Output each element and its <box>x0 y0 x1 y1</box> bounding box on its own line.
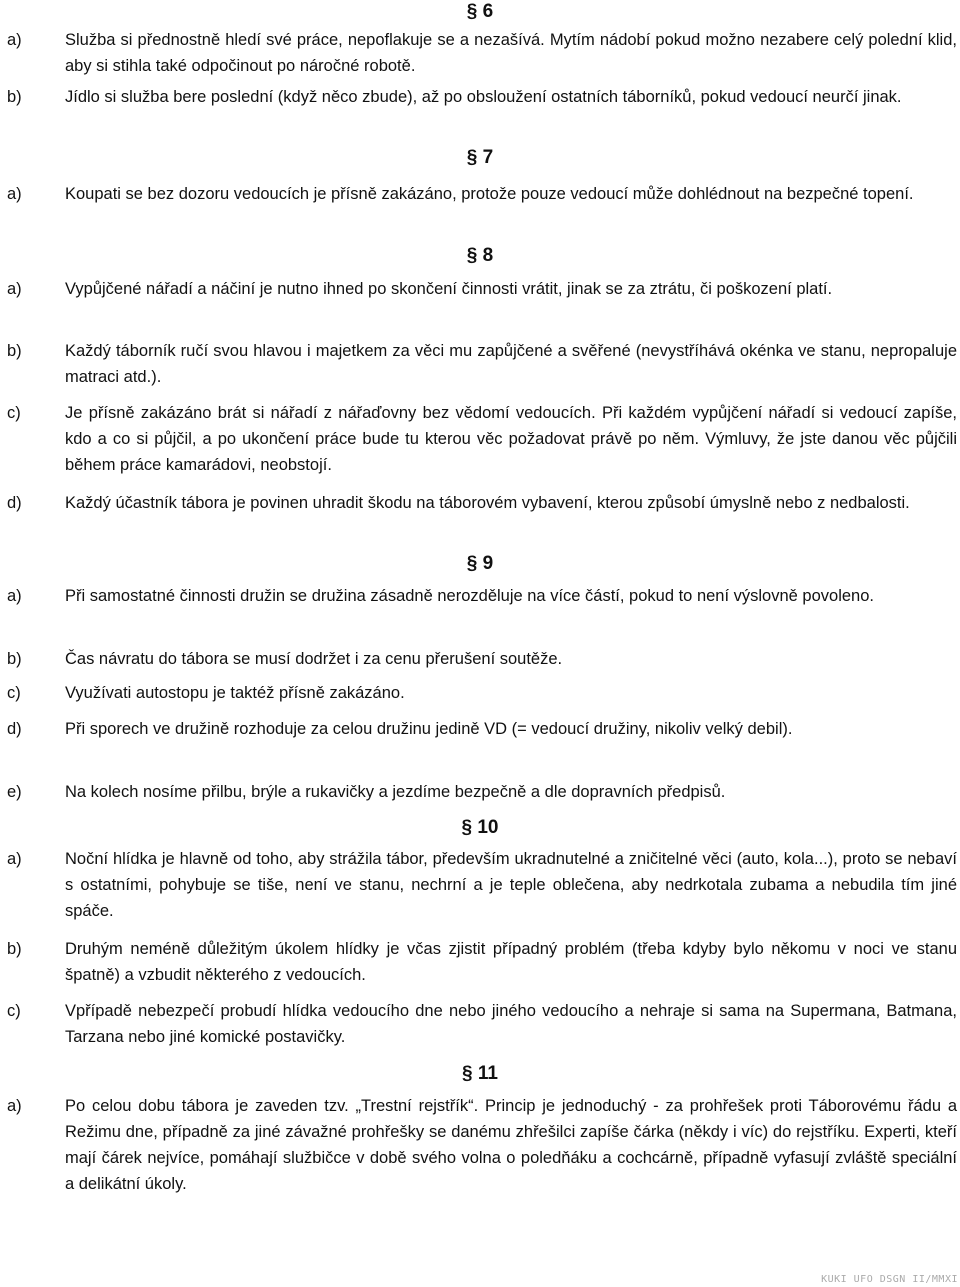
section-heading: § 11 <box>462 1063 498 1084</box>
item-label: a) <box>7 280 22 298</box>
list-item <box>0 716 960 742</box>
list-item <box>0 84 960 110</box>
item-label: b) <box>7 940 22 958</box>
footer-credit: KUKI UFO DSGN II/MMXI <box>821 1274 958 1285</box>
item-text: Využívati autostopu je taktéž přísně zakázáno. <box>65 684 405 702</box>
list-item <box>0 998 960 1050</box>
list-item <box>0 583 960 609</box>
item-label: d) <box>7 494 22 512</box>
item-text: Jídlo si služba bere poslední (když něco zbude), až po obsloužení ostatních táborníků, pokud vedoucí neurčí jinak. <box>65 88 902 106</box>
list-item <box>0 27 960 79</box>
item-label: b) <box>7 650 22 668</box>
list-item <box>0 846 960 924</box>
list-item <box>0 490 960 516</box>
section-heading: § 8 <box>466 245 494 266</box>
item-label: b) <box>7 88 22 106</box>
item-text: Je přísně zakázáno brát si nářadí z nářaďovny bez vědomí vedoucích. Při každém vypůjčení nářadí si vedoucí zapíše, kdo a co si půjčil, a po ukončení práce bude tu kterou věc požadovat právě po něm. Výmluvy, že jste danou věc půjčili během práce kamarádovi, neobstojí. <box>65 404 957 474</box>
list-item <box>0 646 960 672</box>
item-text: Koupati se bez dozoru vedoucích je přísně zakázáno, protože pouze vedoucí může dohlédnout na bezpečné topení. <box>65 185 914 203</box>
section-heading: § 6 <box>466 1 494 22</box>
list-item <box>0 1093 960 1197</box>
item-text: Každý táborník ručí svou hlavou i majetkem za věci mu zapůjčené a svěřené (nevystříhává okénka ve stanu, nepropaluje matraci atd.). <box>65 342 957 386</box>
list-item <box>0 936 960 988</box>
item-label: a) <box>7 31 22 49</box>
item-label: a) <box>7 1097 22 1115</box>
item-label: d) <box>7 720 22 738</box>
item-text: Při sporech ve družině rozhoduje za celou družinu jedině VD (= vedoucí družiny, nikoliv velký debil). <box>65 720 793 738</box>
list-item <box>0 680 960 706</box>
item-text: Čas návratu do tábora se musí dodržet i za cenu přerušení soutěže. <box>65 650 563 668</box>
item-text: Každý účastník tábora je povinen uhradit škodu na táborovém vybavení, kterou způsobí úmyslně nebo z nedbalosti. <box>65 494 910 512</box>
item-label: a) <box>7 185 22 203</box>
item-text: Při samostatné činnosti družin se družina zásadně nerozděluje na více částí, pokud to není výslovně povoleno. <box>65 587 874 605</box>
item-text: Vypůjčené nářadí a náčiní je nutno ihned po skončení činnosti vrátit, jinak se za ztrátu, či poškození platí. <box>65 280 833 298</box>
item-label: e) <box>7 783 22 801</box>
item-text: Služba si přednostně hledí své práce, nepoflakuje se a nezašívá. Mytím nádobí pokud možno nezabere celý polední klid, aby si stihla také odpočinout po náročné robotě. <box>65 31 957 75</box>
item-label: c) <box>7 684 21 702</box>
section-heading: § 7 <box>466 147 494 168</box>
item-text: Po celou dobu tábora je zaveden tzv. „Trestní rejstřík“. Princip je jednoduchý - za prohřešek proti Táborovému řádu a Režimu dne, případně za jiné závažné prohřešky se danému zhřešilci zapíše čárka (někdy i víc) do rejstříku. Experti, kteří mají čárek nejvíce, pomáhají službičce v době svého volna o poledňáku a cochcárně, případně vyfasují zvláště speciální a delikátní úkoly. <box>65 1097 957 1193</box>
item-text: Noční hlídka je hlavně od toho, aby strážila tábor, především ukradnutelné a zničitelné věci (auto, kola...), proto se nebaví s ostatními, pohybuje se tiše, není ve stanu, nechrní a je teple oblečena, aby nedrkotala zubama a nebudila tím jiné spáče. <box>65 850 957 920</box>
section-heading: § 10 <box>461 817 499 838</box>
item-text: Vpřípadě nebezpečí probudí hlídka vedoucího dne nebo jiného vedoucího a nehraje si sama na Supermana, Batmana, Tarzana nebo jiné komické postavičky. <box>65 1002 957 1046</box>
item-label: b) <box>7 342 22 360</box>
list-item <box>0 181 960 207</box>
list-item <box>0 400 960 478</box>
section-heading: § 9 <box>466 553 494 574</box>
item-label: c) <box>7 404 21 422</box>
item-text: Na kolech nosíme přilbu, brýle a rukavičky a jezdíme bezpečně a dle dopravních předpisů. <box>65 783 726 801</box>
list-item <box>0 338 960 390</box>
item-label: a) <box>7 850 22 868</box>
item-text: Druhým neméně důležitým úkolem hlídky je včas zjistit případný problém (třeba kdyby bylo někomu v noci ve stanu špatně) a vzbudit některého z vedoucích. <box>65 940 957 984</box>
item-label: a) <box>7 587 22 605</box>
item-label: c) <box>7 1002 21 1020</box>
list-item <box>0 276 960 302</box>
list-item <box>0 779 960 805</box>
